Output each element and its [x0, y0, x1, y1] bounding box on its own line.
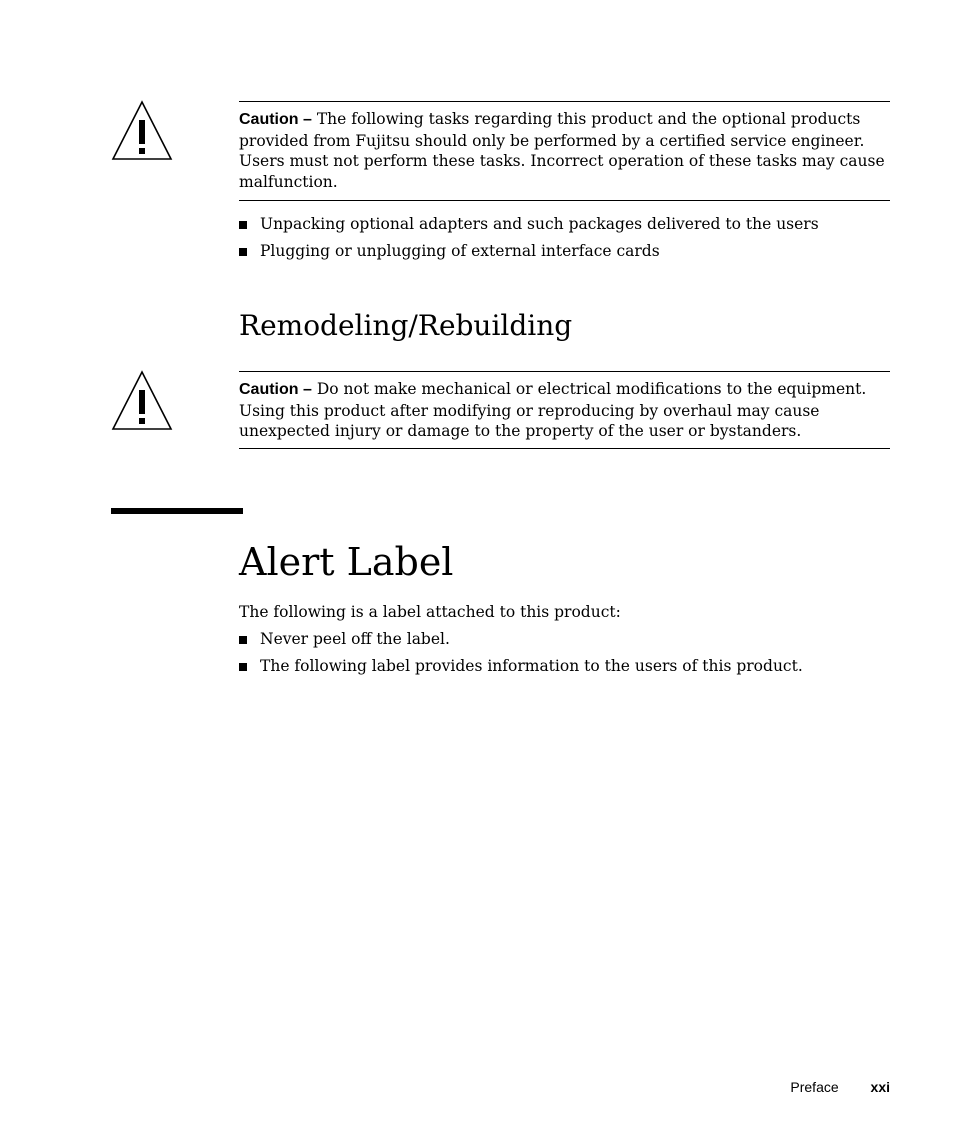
alert-label-list [239, 629, 890, 683]
caution-text: The following tasks regarding this product and the optional products provided from Fujitsu should only be performed by a certified service engineer. Users must not perform these tasks. Incorrect operation of these tasks may cause malfunction. [239, 110, 885, 191]
caution-lead: Caution – [239, 111, 312, 128]
bullet-icon [239, 248, 247, 256]
page-number: xxi [870, 1079, 890, 1095]
warning-triangle-icon [111, 370, 173, 432]
list-item: The following label provides information to the users of this product. [239, 656, 890, 676]
caution-notice-1 [239, 101, 890, 201]
chapter-heading-alert-label: Alert Label [239, 540, 454, 584]
bullet-icon [239, 636, 247, 644]
chapter-rule [111, 508, 243, 514]
list-item: Unpacking optional adapters and such packages delivered to the users [239, 214, 890, 234]
list-item: Never peel off the label. [239, 629, 890, 649]
footer-section: Preface [790, 1079, 839, 1095]
warning-triangle-icon [111, 100, 173, 162]
caution-lead: Caution – [239, 381, 312, 398]
alert-label-intro: The following is a label attached to this product: [239, 603, 621, 621]
page-footer [790, 1078, 890, 1096]
task-list [239, 214, 890, 268]
caution-text: Do not make mechanical or electrical modifications to the equipment. Using this product after modifying or reproducing by overhaul may cause unexpected injury or damage to the property of the user or bystanders. [239, 380, 867, 440]
bullet-icon [239, 221, 247, 229]
bullet-icon [239, 663, 247, 671]
caution-notice-2 [239, 371, 890, 449]
section-heading-remodeling: Remodeling/Rebuilding [239, 309, 573, 342]
list-item: Plugging or unplugging of external interface cards [239, 241, 890, 261]
